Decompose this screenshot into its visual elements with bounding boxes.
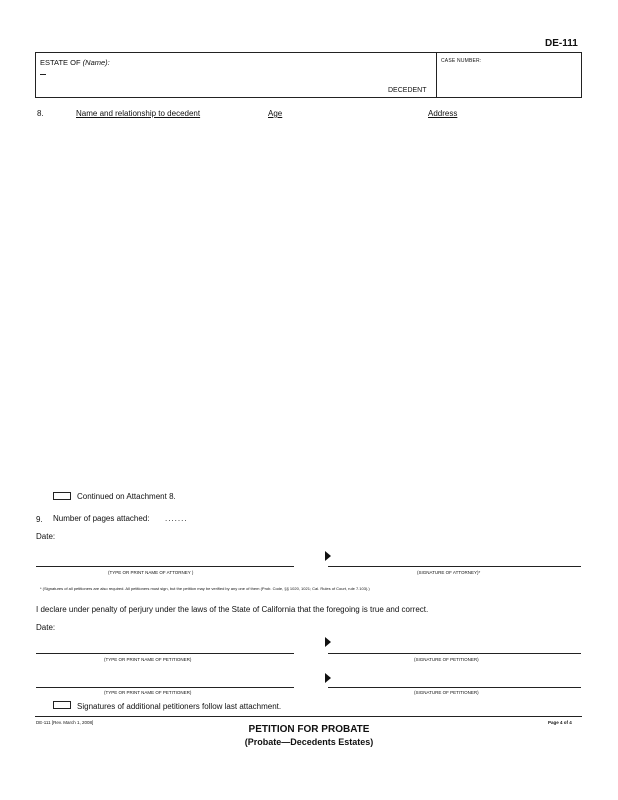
- petitioner-1-name-line[interactable]: [36, 653, 294, 654]
- signature-footnote: * (Signatures of all petitioners are also required. All petitioners must sign, but the petition may be verified by any one of them (Prob. Code, §§ 1020, 1021; Cal. Rules of Court, rule 7.103).): [40, 586, 370, 591]
- continued-attachment-checkbox[interactable]: [53, 492, 71, 500]
- item-9-number: 9.: [36, 515, 43, 524]
- additional-petitioners-checkbox[interactable]: [53, 701, 71, 709]
- attorney-signature-line[interactable]: [328, 566, 581, 567]
- declaration-text: I declare under penalty of perjury under the laws of the State of California that the foregoing is true and correct.: [36, 605, 429, 614]
- additional-petitioners-label: Signatures of additional petitioners follow last attachment.: [77, 702, 282, 711]
- col-age: Age: [268, 109, 283, 118]
- item-8-number: 8.: [37, 109, 44, 118]
- sign-here-arrow-icon: [325, 637, 331, 647]
- sign-here-arrow-icon: [325, 673, 331, 683]
- estate-name-hint: (Name):: [82, 58, 110, 67]
- sign-here-arrow-icon: [325, 551, 331, 561]
- decedent-label: DECEDENT: [388, 87, 427, 94]
- petitioner-1-signature-line[interactable]: [328, 653, 581, 654]
- attorney-signature-caption: (SIGNATURE OF ATTORNEY)*: [417, 570, 481, 575]
- petitioner-date-label: Date:: [36, 623, 56, 632]
- col-name-relationship: Name and relationship to decedent: [76, 109, 201, 118]
- petitioner-1-signature-caption: (SIGNATURE OF PETITIONER): [414, 657, 479, 662]
- case-number-divider: [436, 53, 437, 97]
- continued-attachment-label: Continued on Attachment 8.: [77, 492, 176, 501]
- col-address: Address: [428, 109, 458, 118]
- attorney-name-line[interactable]: [36, 566, 294, 567]
- petitioner-1-name-caption: (TYPE OR PRINT NAME OF PETITIONER): [104, 657, 192, 662]
- footer-revision: DE-111 [Rev. March 1, 2008]: [36, 720, 94, 725]
- footer-rule: [35, 716, 582, 717]
- pages-attached-label: Number of pages attached:: [53, 514, 150, 523]
- attorney-name-caption: (TYPE OR PRINT NAME OF ATTORNEY ): [108, 570, 194, 575]
- pages-attached-value[interactable]: .......: [165, 514, 188, 523]
- estate-of-text: ESTATE OF: [40, 58, 81, 67]
- form-number: DE-111: [545, 38, 578, 49]
- footer-form-title: PETITION FOR PROBATE: [248, 724, 370, 735]
- petitioner-2-signature-caption: (SIGNATURE OF PETITIONER): [414, 690, 479, 695]
- estate-label: [40, 58, 110, 67]
- caption-box: [35, 52, 582, 98]
- petitioner-2-signature-line[interactable]: [328, 687, 581, 688]
- estate-name-line: [40, 74, 46, 75]
- footer-page-number: Page 4 of 4: [548, 720, 572, 725]
- case-number-label: CASE NUMBER:: [441, 58, 482, 64]
- footer-form-subtitle: (Probate—Decedents Estates): [244, 737, 374, 747]
- attorney-date-label: Date:: [36, 532, 56, 541]
- petitioner-2-name-caption: (TYPE OR PRINT NAME OF PETITIONER): [104, 690, 192, 695]
- petitioner-2-name-line[interactable]: [36, 687, 294, 688]
